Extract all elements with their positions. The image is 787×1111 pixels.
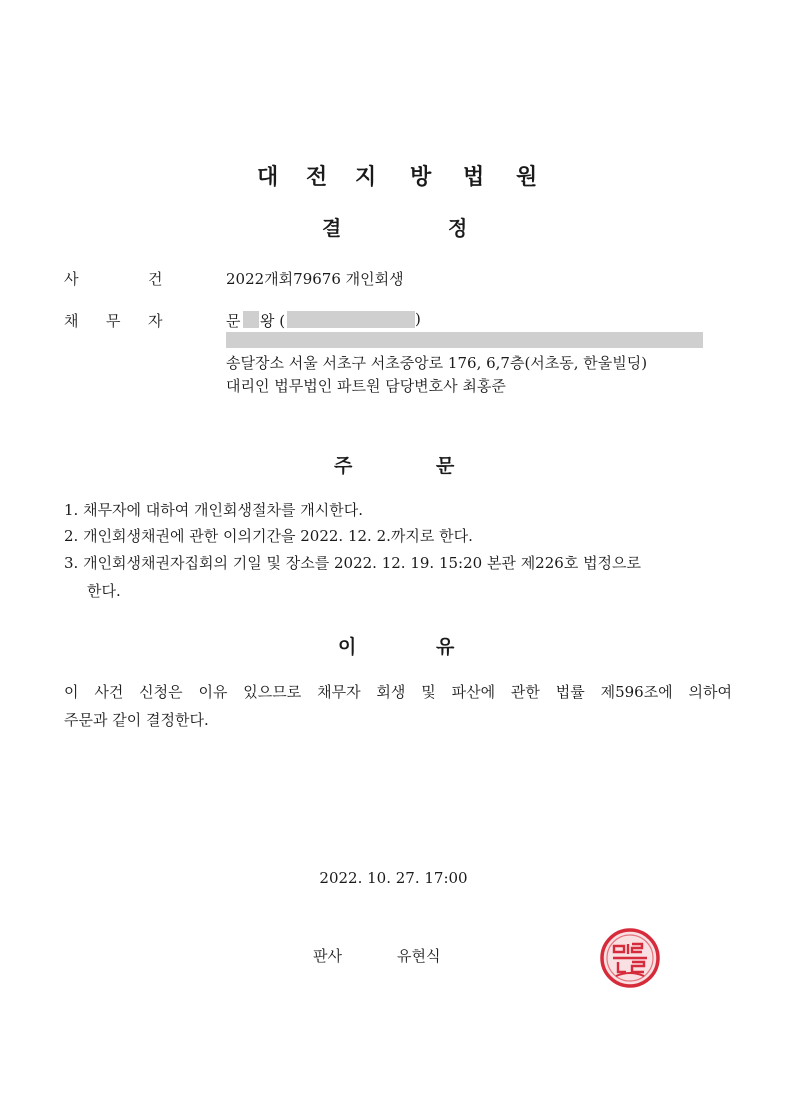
- case-number: 2022개회79676 개인회생: [226, 270, 404, 288]
- case-label-char: 건: [148, 270, 163, 288]
- debtor-name-first: 문: [226, 312, 241, 330]
- debtor-name-close: ): [415, 310, 421, 328]
- order-heading-char: 문: [436, 455, 455, 477]
- case-label-char: 사: [64, 270, 79, 288]
- representative: 대리인 법무법인 파트원 담당변호사 최홍준: [226, 377, 506, 395]
- reason-heading-char: 유: [436, 636, 455, 658]
- court-name-char: 지: [355, 164, 377, 190]
- delivery-address: 송달장소 서울 서초구 서초중앙로 176, 6,7층(서초동, 한울빌딩): [226, 354, 648, 372]
- debtor-label-char: 채: [64, 312, 79, 330]
- reason-heading-char: 이: [338, 636, 357, 658]
- court-name-char: 원: [516, 164, 538, 190]
- order-heading-char: 주: [334, 455, 353, 477]
- court-seal-icon: [598, 926, 662, 990]
- order-item: 3. 개인회생채권자집회의 기일 및 장소를 2022. 12. 19. 15:20 본관 제226호 법정으로: [64, 554, 642, 572]
- document-type-char: 결: [322, 216, 342, 240]
- order-item: 1. 채무자에 대하여 개인회생절차를 개시한다.: [64, 501, 363, 519]
- redacted-address: [226, 332, 703, 348]
- redacted-name: [243, 311, 259, 328]
- judge-title: 판사: [313, 947, 342, 965]
- court-name-char: 대: [257, 164, 279, 190]
- redacted-id-number: [287, 311, 415, 328]
- document-type-char: 정: [448, 216, 468, 240]
- debtor-label-char: 자: [148, 312, 163, 330]
- court-name-char: 방: [410, 164, 432, 190]
- reason-text-line2: 주문과 같이 결정한다.: [64, 711, 209, 729]
- order-item: 2. 개인회생채권에 관한 이의기간을 2022. 12. 2.까지로 한다.: [64, 527, 473, 545]
- court-name-char: 법: [463, 164, 485, 190]
- order-item-continued: 한다.: [87, 582, 121, 600]
- decision-date: 2022. 10. 27. 17:00: [319, 869, 468, 887]
- debtor-label-char: 무: [106, 312, 121, 330]
- judge-name: 유현식: [397, 947, 441, 965]
- reason-text-line1: 이 사건 신청은 이유 있으므로 채무자 회생 및 파산에 관한 법률 제596조에 의하여: [64, 683, 732, 701]
- court-name-char: 전: [306, 164, 328, 190]
- debtor-name-last: 왕 (: [260, 312, 286, 330]
